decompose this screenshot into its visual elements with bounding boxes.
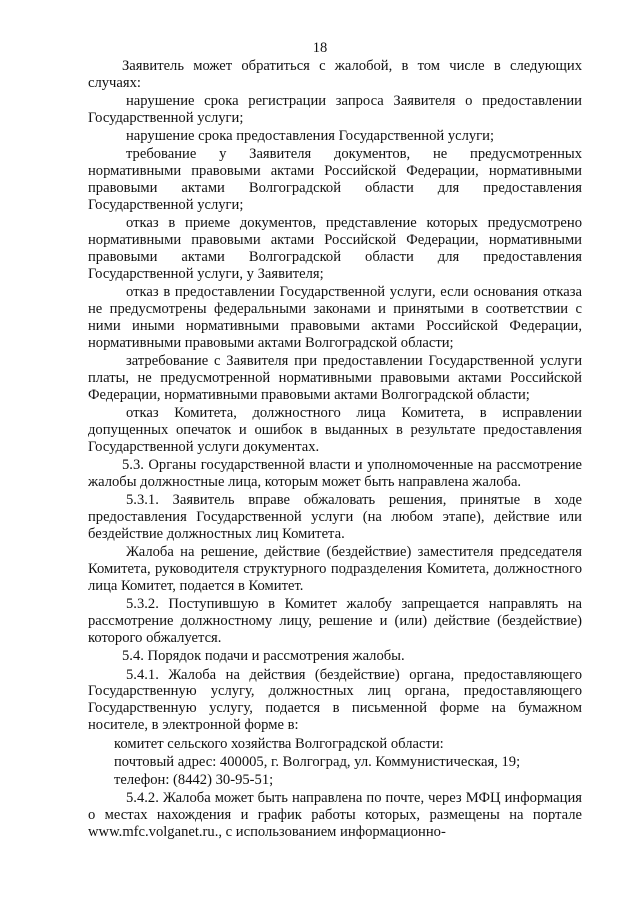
section-5-4: 5.4. Порядок подачи и рассмотрения жалобы. [122, 648, 405, 665]
section-5-4-1: 5.4.1. Жалоба на действия (бездействие) органа, предоставляющего Государственную услугу, должностных лиц органа, предоставляющего Государственную услугу, подается в письменной форме на бумажном носителе, в электронной форме в: [88, 666, 582, 734]
list-item-service-deadline: нарушение срока предоставления Государственной услуги; [126, 128, 495, 145]
committee-name: комитет сельского хозяйства Волгоградской области: [114, 735, 444, 752]
postal-address: почтовый адрес: 400005, г. Волгоград, ул. Коммунистическая, 19; [114, 753, 521, 770]
page-number: 18 [312, 40, 328, 56]
list-item-correction-refusal: отказ Комитета, должностного лица Комитета, в исправлении допущенных опечаток и ошибок в выданных в результате предоставления Государственной услуги документах. [88, 405, 582, 456]
section-5-3-2: 5.3.2. Поступившую в Комитет жалобу запрещается направлять на рассмотрение должностному лицу, решение и (или) действие (бездействие) которого обжалуется. [88, 596, 582, 647]
list-item-service-refusal: отказ в предоставлении Государственной услуги, если основания отказа не предусмотрены федеральными законами и принятыми в соответствии с ними иными нормативными правовыми актами Российской Федерации, нормативными правовыми актами Волгоградской области; [88, 284, 582, 351]
list-item-registration-deadline: нарушение срока регистрации запроса Заявителя о предоставлении Государственной услуги; [88, 93, 582, 127]
section-5-3-1: 5.3.1. Заявитель вправе обжаловать решения, принятые в ходе предоставления Государственной услуги (на любом этапе), действие или бездействие должностных лиц Комитета. [88, 492, 582, 543]
list-item-document-refusal: отказ в приеме документов, представление которых предусмотрено нормативными правовыми актами Российской Федерации, нормативными правовыми актами Волгоградской области для предоставления Государственной услуги, у Заявителя; [88, 215, 582, 283]
paragraph-intro: Заявитель может обратиться с жалобой, в том числе в следующих случаях: [88, 58, 582, 91]
list-item-fee-demand: затребование с Заявителя при предоставлении Государственной услуги платы, не предусмотренной нормативными правовыми актами Российской Федерации, нормативными правовыми актами Волгоградской области; [88, 353, 582, 403]
paragraph-complaint-deputy: Жалоба на решение, действие (бездействие) заместителя председателя Комитета, руководителя структурного подразделения Комитета, должностного лица Комитет, подается в Комитет. [88, 544, 582, 595]
document-body [88, 58, 582, 842]
list-item-document-requirement: требование у Заявителя документов, не предусмотренных нормативными правовыми актами Российской Федерации, нормативными правовыми актами Волгоградской области для предоставления Государственной услуги; [88, 146, 582, 214]
phone-number: телефон: (8442) 30-95-51; [114, 771, 274, 788]
section-5-4-2: 5.4.2. Жалоба может быть направлена по почте, через МФЦ информация о местах нахождения и график работы которых, размещены на портале www.mfc.volganet.ru., с использованием информационно- [88, 790, 582, 840]
section-5-3: 5.3. Органы государственной власти и уполномоченные на рассмотрение жалобы должностные лица, которым может быть направлена жалоба. [88, 457, 582, 491]
